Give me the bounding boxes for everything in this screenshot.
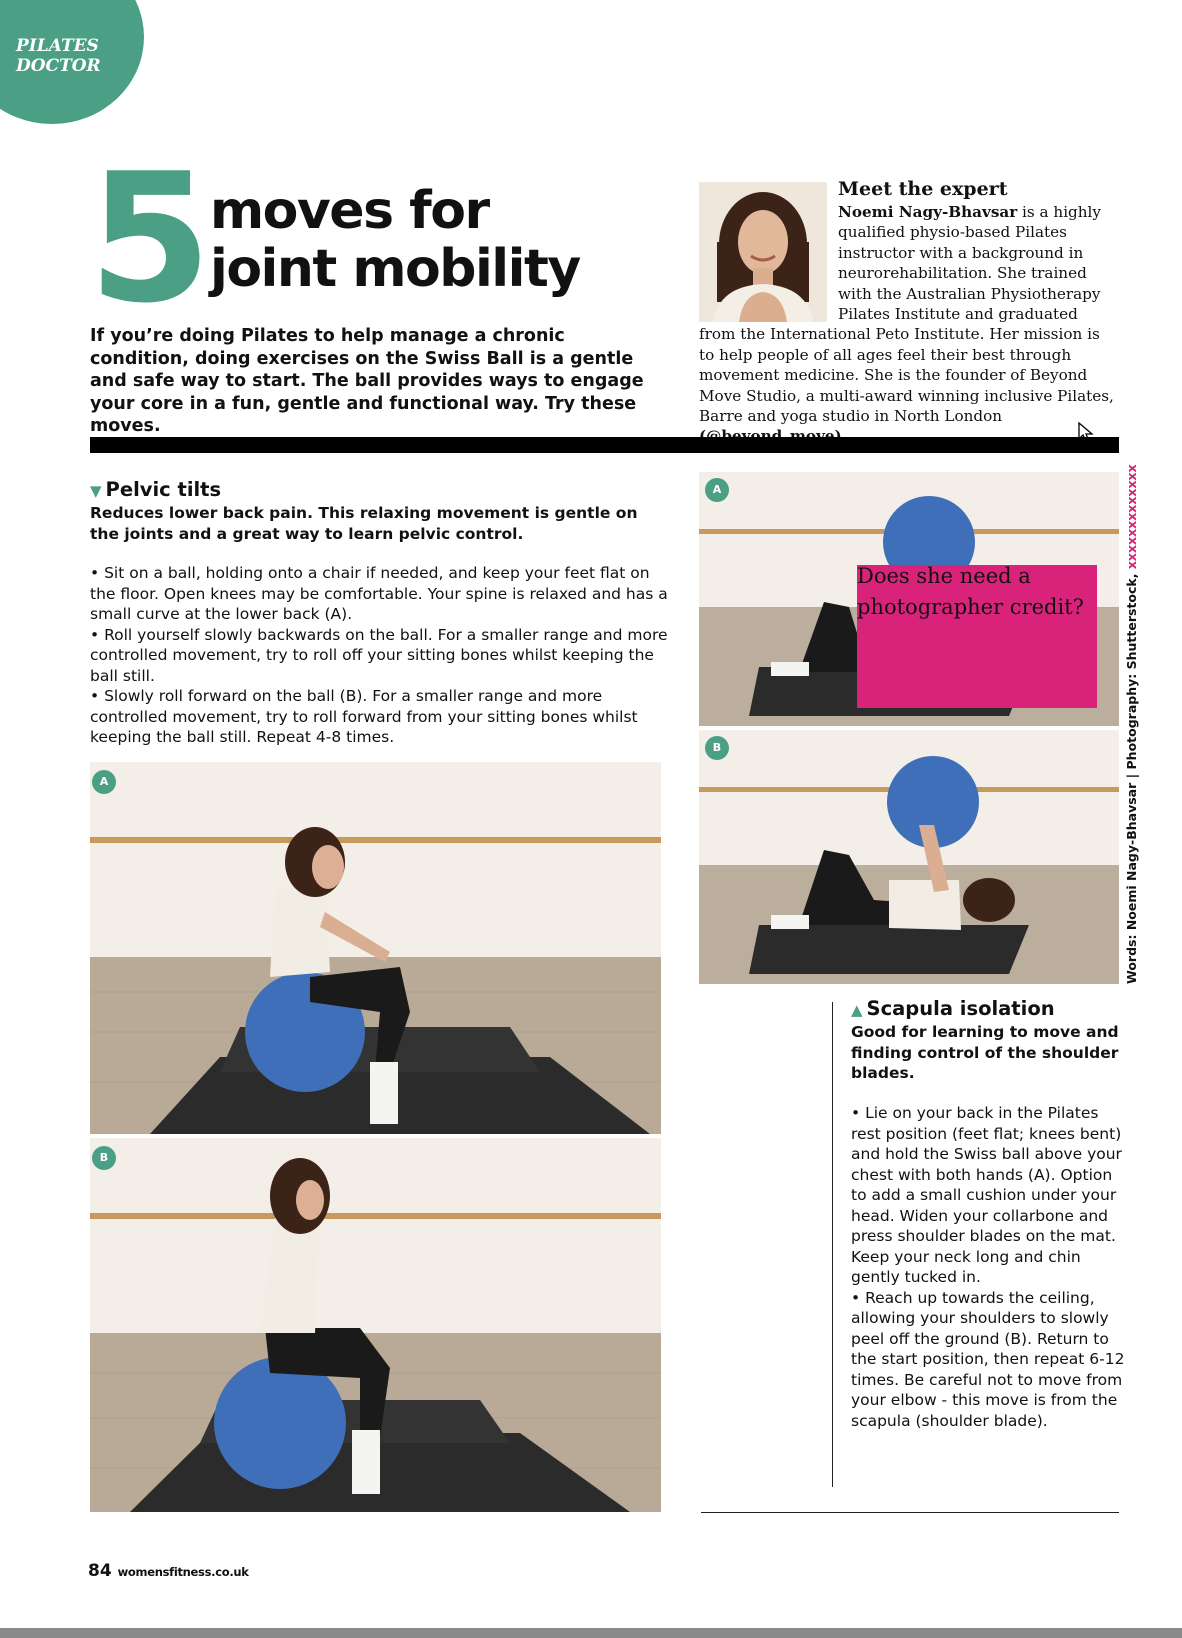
pelvic-step: • Roll yourself slowly backwards on the ball. For a smaller range and more controlled movement, try to roll off your sitting bones whilst keeping the ball still. xyxy=(90,625,668,685)
triangle-down-icon: ▼ xyxy=(90,482,102,500)
expert-name: Noemi Nagy-Bhavsar xyxy=(838,203,1018,221)
scapula-step: • Reach up towards the ceiling, allowing your shoulders to slowly peel off the ground (B). Return to the start position, then repeat 6-12 times. Be careful not to move from your elbow - this move is from the scapula (shoulder blade). xyxy=(851,1288,1125,1430)
editor-note-text: Does she need a photographer credit? xyxy=(857,564,1084,619)
photo-credit: Words: Noemi Nagy-Bhavsar | Photography: Shutterstock, xxxxxxxxxxxxx xyxy=(1124,464,1139,984)
headline-line1: moves for xyxy=(210,181,489,241)
scapula-subtitle: Good for learning to move and finding control of the shoulder blades. xyxy=(851,1023,1119,1082)
photo-label-b: B xyxy=(705,736,729,760)
scapula-step: • Lie on your back in the Pilates rest position (feet flat; knees bent) and hold the Swiss ball above your chest with both hands (A). Option to add a small cushion under your head. Widen your collarbone and press shoulder blades on the mat. Keep your neck long and chin gently tucked in. xyxy=(851,1104,1122,1286)
expert-bio xyxy=(699,202,1119,447)
expert-bio-text: is a highly qualified physio-based Pilates instructor with a background in neurorehabilitation. She trained with the Australian Physiotherapy Pilates Institute and graduated from the International Peto Institute. Her mission is to help people of all ages feel their best through movement medicine. She is the founder of Beyond Move Studio, a multi-award winning inclusive Pilates, Barre and yoga studio in North London xyxy=(699,203,1114,426)
triangle-up-icon: ▲ xyxy=(851,1001,863,1019)
pelvic-step: • Slowly roll forward on the ball (B). For a smaller range and more controlled movement, try to roll forward from your sitting bones whilst keeping the ball still. Repeat 4-8 times. xyxy=(90,687,638,746)
scapula-steps xyxy=(851,1103,1126,1431)
bottom-rule xyxy=(701,1512,1119,1513)
headline-number: 5 xyxy=(88,135,206,342)
photo-pelvic-b xyxy=(90,1138,661,1512)
pelvic-tilts-subtitle: Reduces lower back pain. This relaxing movement is gentle on the joints and a great way to learn pelvic control. xyxy=(90,504,638,543)
column-rule xyxy=(832,1002,833,1487)
photo-label-a: A xyxy=(705,478,729,502)
section-badge-label: PILATES DOCTOR xyxy=(16,36,101,76)
pelvic-tilts-steps xyxy=(90,563,670,748)
photo-scapula-b xyxy=(699,730,1119,984)
site-url: womensfitness.co.uk xyxy=(117,1565,249,1579)
page-number: 84 xyxy=(88,1561,112,1581)
headline-line2: joint mobility xyxy=(210,239,580,299)
pelvic-step: • Sit on a ball, holding onto a chair if needed, and keep your feet flat on the floor. Open knees may be comfortable. Your spine is relaxed and has a small curve at the lower back (A). xyxy=(90,564,668,623)
photo-label-a: A xyxy=(92,770,116,794)
photo-pelvic-a xyxy=(90,762,661,1134)
pelvic-tilts-title: ▼ Pelvic tilts xyxy=(90,478,222,501)
scapula-title: ▲ Scapula isolation xyxy=(851,997,1055,1020)
intro-paragraph: If you’re doing Pilates to help manage a chronic condition, doing exercises on the Swiss Ball is a gentle and safe way to start. The ball provides ways to engage your core in a fun, gentle and functional way. Try these moves. xyxy=(90,326,644,436)
expert-title: Meet the expert xyxy=(838,178,1008,200)
viewer-bottom-bar xyxy=(0,1628,1182,1638)
section-divider xyxy=(90,437,1119,453)
photo-label-b: B xyxy=(92,1146,116,1170)
page-folio xyxy=(88,1561,249,1581)
headline xyxy=(210,182,580,298)
